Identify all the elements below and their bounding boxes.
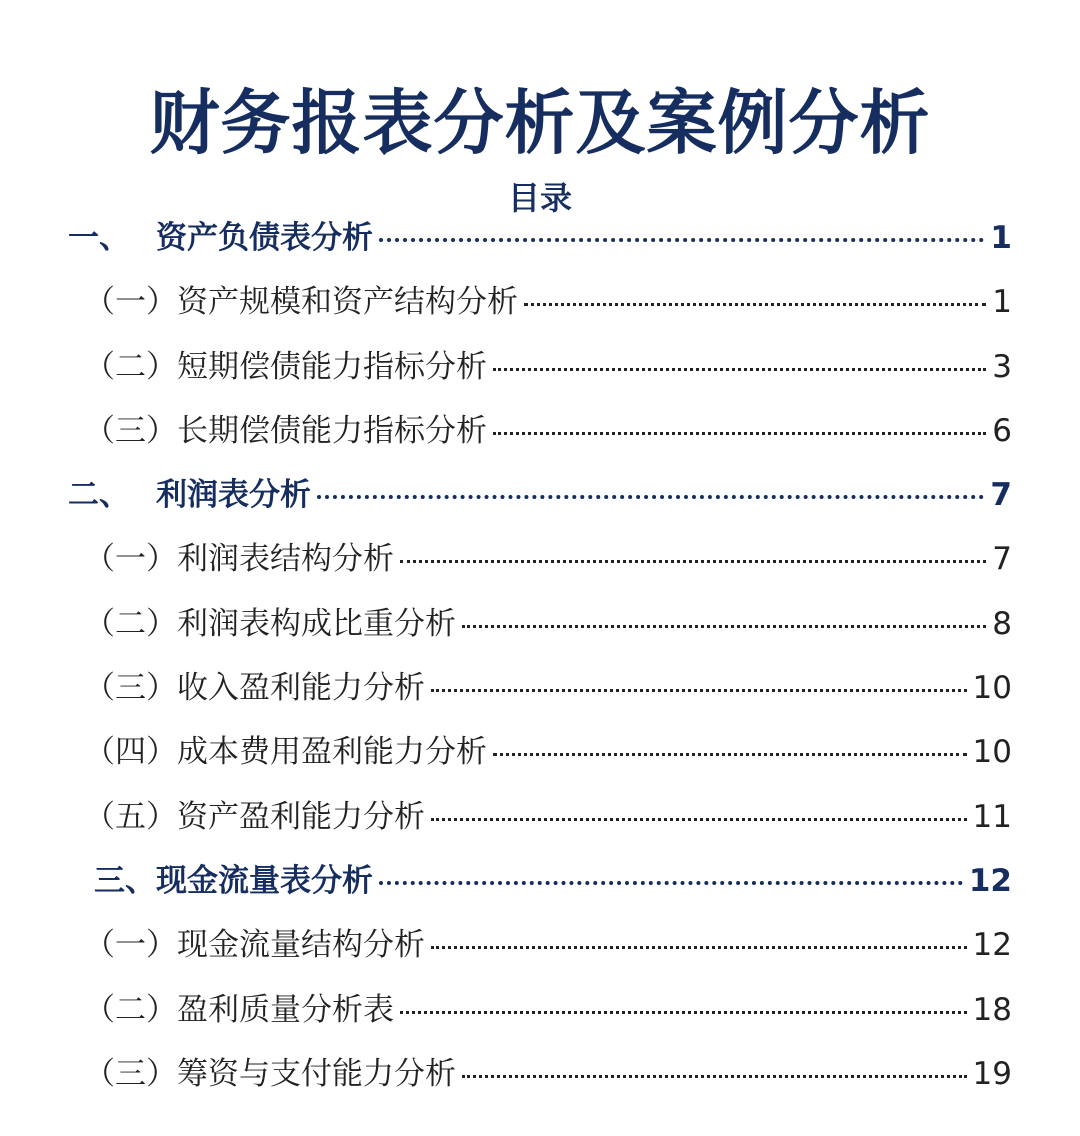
toc-entry-number: 二、: [68, 477, 130, 514]
toc-entry[interactable]: [68, 978, 1012, 1042]
toc-entry-page: 12: [972, 927, 1012, 964]
toc-entry-label: 盈利质量分析表: [177, 991, 394, 1028]
toc-entry-number: （一）: [84, 541, 177, 578]
toc-entry-label: 利润表结构分析: [177, 541, 394, 578]
toc-entry-title: [68, 463, 311, 527]
toc-entry-title: [84, 270, 518, 334]
toc-entry-label: 筹资与支付能力分析: [177, 1055, 456, 1092]
dot-leader: [462, 625, 986, 628]
dot-leader: [317, 495, 984, 499]
toc-entry-title: [84, 978, 394, 1042]
toc-entry-label: 利润表分析: [156, 477, 311, 514]
dot-leader: [462, 1075, 967, 1078]
toc-entry-page: 12: [968, 862, 1012, 899]
toc-entry-label: 长期偿债能力指标分析: [177, 412, 487, 449]
toc-entry-label: 三、现金流量表分析: [94, 862, 373, 899]
toc-entry-page: 8: [992, 605, 1012, 642]
document-title: 财务报表分析及案例分析: [149, 81, 931, 164]
dot-leader: [400, 560, 986, 563]
toc-entry[interactable]: [68, 270, 1012, 334]
toc-entry-page: 7: [992, 541, 1012, 578]
toc-entry-page: 1: [992, 284, 1012, 321]
toc-entry-title: [84, 399, 487, 463]
toc-entry-page: 1: [990, 220, 1012, 256]
toc-entry-number: （五）: [84, 798, 177, 835]
toc-entry-title: [84, 720, 487, 784]
toc-entry[interactable]: [68, 1042, 1012, 1106]
toc-entry-page: 3: [992, 348, 1012, 385]
toc-entry[interactable]: [68, 463, 1012, 527]
toc-entry-number: （二）: [84, 348, 177, 385]
toc-entry-number: （四）: [84, 734, 177, 771]
toc-entry-number: （三）: [84, 1055, 177, 1092]
toc-entry-label: 资产盈利能力分析: [177, 798, 425, 835]
toc-entry-page: 18: [972, 991, 1012, 1028]
table-of-contents: [68, 206, 1012, 1106]
dot-leader: [493, 368, 986, 371]
toc-entry-number: （一）: [84, 284, 177, 321]
toc-entry[interactable]: [68, 592, 1012, 656]
toc-entry[interactable]: [68, 849, 1012, 913]
toc-entry-title: [84, 656, 425, 720]
dot-leader: [431, 818, 967, 821]
toc-entry-page: 6: [992, 412, 1012, 449]
toc-entry-title: [84, 527, 394, 591]
toc-entry[interactable]: [68, 656, 1012, 720]
dot-leader: [379, 881, 963, 885]
toc-entry-number: （二）: [84, 991, 177, 1028]
toc-entry[interactable]: [68, 335, 1012, 399]
toc-entry-number: （一）: [84, 927, 177, 964]
toc-entry[interactable]: [68, 399, 1012, 463]
toc-entry-label: 成本费用盈利能力分析: [177, 734, 487, 771]
toc-entry-number: （二）: [84, 605, 177, 642]
toc-entry-number: 一、: [68, 220, 130, 256]
toc-entry[interactable]: [68, 720, 1012, 784]
toc-entry-label: 资产规模和资产结构分析: [177, 284, 518, 321]
dot-leader: [400, 1011, 967, 1014]
toc-entry-label: 现金流量结构分析: [177, 927, 425, 964]
toc-entry-title: [68, 206, 373, 270]
dot-leader: [431, 946, 967, 949]
toc-entry-label: 收入盈利能力分析: [177, 670, 425, 707]
toc-entry-page: 10: [972, 670, 1012, 707]
dot-leader: [493, 753, 967, 756]
toc-entry-number: （三）: [84, 670, 177, 707]
toc-entry-page: 7: [990, 477, 1012, 514]
toc-heading: 目录: [507, 178, 572, 217]
toc-entry-title: [84, 1042, 456, 1106]
dot-leader: [524, 303, 986, 306]
toc-entry-label: 利润表构成比重分析: [177, 605, 456, 642]
toc-entry-page: 19: [972, 1055, 1012, 1092]
toc-entry[interactable]: [68, 527, 1012, 591]
toc-entry-page: 10: [972, 734, 1012, 771]
toc-entry-number: （三）: [84, 412, 177, 449]
dot-leader: [379, 238, 984, 242]
dot-leader: [493, 432, 986, 435]
toc-entry[interactable]: [68, 913, 1012, 977]
toc-entry-title: [84, 785, 425, 849]
toc-entry-label: 资产负债表分析: [156, 220, 373, 256]
toc-entry-title: [84, 335, 487, 399]
toc-entry[interactable]: [68, 785, 1012, 849]
toc-entry-title: [68, 849, 373, 913]
toc-entry[interactable]: [68, 206, 1012, 270]
toc-entry-page: 11: [972, 798, 1012, 835]
dot-leader: [431, 689, 967, 692]
toc-entry-title: [84, 592, 456, 656]
toc-entry-label: 短期偿债能力指标分析: [177, 348, 487, 385]
toc-entry-title: [84, 913, 425, 977]
